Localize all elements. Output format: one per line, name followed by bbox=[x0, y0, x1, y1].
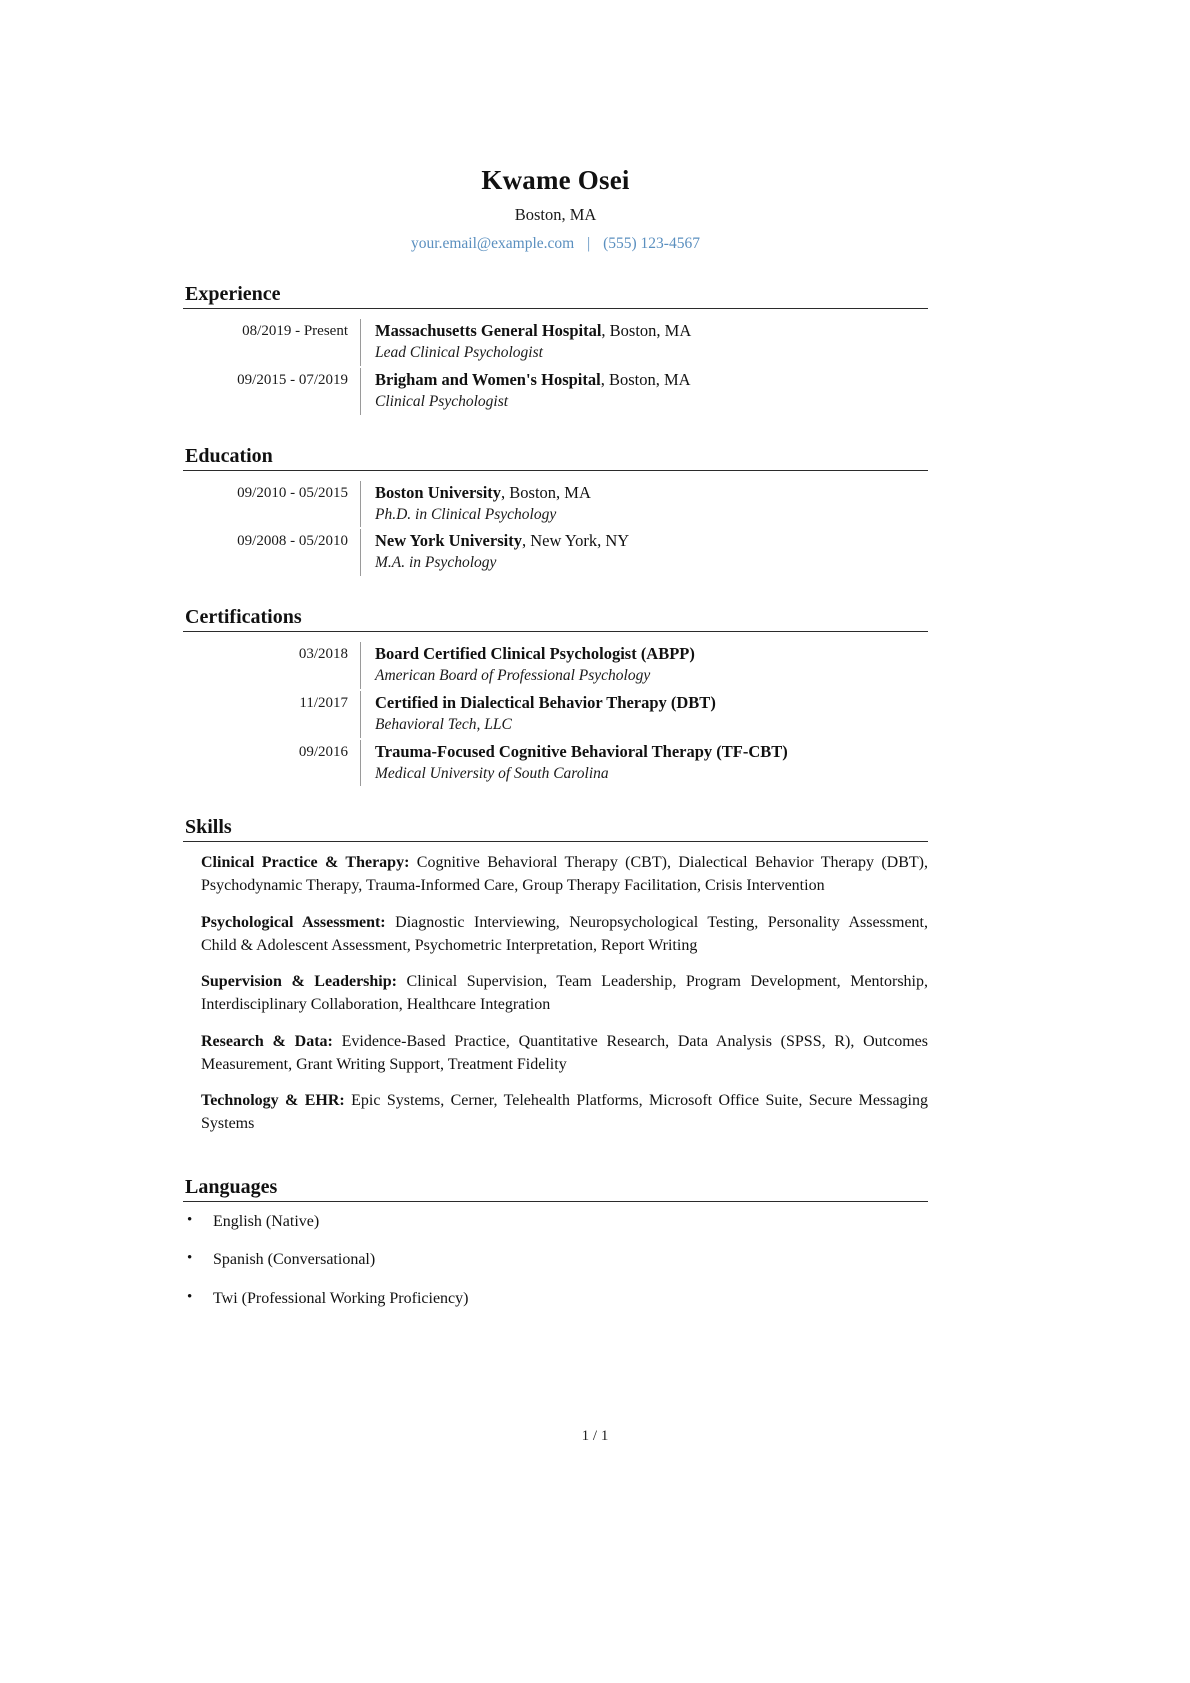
entry-divider bbox=[360, 529, 361, 576]
skill-items: Cognitive Behavioral Therapy (CBT), Dialectical Behavior Therapy (DBT), Psychodynamic Therapy, Trauma-Informed Care, Group Therapy Facilitation, Crisis Intervention bbox=[201, 854, 929, 895]
entry-role: American Board of Professional Psychology bbox=[375, 667, 651, 685]
entry-date: 09/2008 - 05/2010 bbox=[237, 533, 348, 550]
skill-items: Evidence-Based Practice, Quantitative Research, Data Analysis (SPSS, R), Outcomes Measurement, Grant Writing Support, Treatment Fidelity bbox=[201, 1032, 928, 1073]
skill-group bbox=[183, 1031, 928, 1076]
entry-title bbox=[375, 740, 928, 763]
entry-organization: Boston University bbox=[375, 482, 502, 502]
email-link[interactable]: your.email@example.com bbox=[411, 235, 575, 252]
section-title-languages: Languages bbox=[185, 1175, 278, 1198]
skill-group bbox=[183, 971, 928, 1016]
section-title-certifications: Certifications bbox=[185, 606, 302, 629]
entry-divider bbox=[360, 642, 361, 689]
skill-category: Clinical Practice & Therapy: bbox=[201, 854, 410, 872]
experience-entries bbox=[183, 319, 928, 415]
entry-organization: Certified in Dialectical Behavior Therapy (DBT) bbox=[375, 692, 716, 712]
entry-organization: Trauma-Focused Cognitive Behavioral Therapy (TF-CBT) bbox=[375, 741, 788, 761]
page-footer bbox=[0, 1428, 1190, 1445]
resume-header bbox=[183, 165, 928, 253]
phone-link[interactable]: (555) 123-4567 bbox=[603, 235, 700, 252]
entry-title bbox=[375, 642, 928, 665]
entry-organization-location: , Boston, MA bbox=[501, 482, 591, 502]
candidate-name: Kwame Osei bbox=[481, 165, 630, 195]
entry-role: Lead Clinical Psychologist bbox=[375, 344, 543, 362]
entry-role: Medical University of South Carolina bbox=[375, 764, 609, 782]
education-entry bbox=[183, 529, 928, 576]
entry-date: 03/2018 bbox=[298, 646, 348, 663]
section-skills bbox=[183, 816, 928, 1135]
entry-date: 11/2017 bbox=[299, 694, 348, 711]
skill-category: Supervision & Leadership: bbox=[201, 973, 397, 991]
section-languages bbox=[183, 1176, 928, 1310]
section-divider bbox=[183, 841, 928, 842]
skill-category: Psychological Assessment: bbox=[201, 913, 386, 931]
entry-role: Ph.D. in Clinical Psychology bbox=[375, 505, 557, 523]
list-item: • Spanish (Conversational) bbox=[183, 1250, 928, 1271]
education-entry bbox=[183, 481, 928, 528]
entry-divider bbox=[360, 481, 361, 528]
entry-title bbox=[375, 368, 928, 391]
section-divider bbox=[183, 308, 928, 309]
entry-organization: New York University bbox=[375, 531, 522, 551]
entry-body bbox=[375, 529, 928, 576]
skill-items: Epic Systems, Cerner, Telehealth Platforms, Microsoft Office Suite, Secure Messaging Systems bbox=[201, 1092, 928, 1132]
experience-entry bbox=[183, 368, 928, 415]
entry-organization: Board Certified Clinical Psychologist (ABPP) bbox=[375, 644, 695, 664]
skill-items: Clinical Supervision, Team Leadership, Program Development, Mentorship, Interdisciplinary Collaboration, Healthcare Integration bbox=[201, 973, 928, 1014]
resume-content bbox=[183, 165, 928, 1328]
skill-group bbox=[183, 912, 928, 957]
section-experience bbox=[183, 283, 928, 415]
skill-category: Research & Data: bbox=[201, 1032, 333, 1050]
entry-role: M.A. in Psychology bbox=[375, 554, 497, 572]
section-education bbox=[183, 445, 928, 577]
skill-group bbox=[183, 852, 928, 897]
entry-title bbox=[375, 529, 928, 552]
entry-divider bbox=[360, 691, 361, 738]
list-item: • English (Native) bbox=[183, 1212, 928, 1233]
entry-divider bbox=[360, 740, 361, 787]
section-divider bbox=[183, 470, 928, 471]
section-title-education: Education bbox=[185, 444, 273, 467]
entry-divider bbox=[360, 368, 361, 415]
entry-date: 09/2010 - 05/2015 bbox=[237, 484, 348, 501]
section-certifications bbox=[183, 606, 928, 786]
entry-body bbox=[375, 642, 928, 689]
entry-title bbox=[375, 691, 928, 714]
certification-entries bbox=[183, 642, 928, 786]
entry-organization-location: , New York, NY bbox=[521, 531, 630, 551]
entry-date: 09/2015 - 07/2019 bbox=[237, 371, 348, 388]
entry-body bbox=[375, 691, 928, 738]
certification-entry bbox=[183, 740, 928, 787]
entry-date: 08/2019 - Present bbox=[242, 323, 348, 339]
entry-organization: Brigham and Women's Hospital bbox=[375, 369, 601, 389]
entry-body bbox=[375, 319, 928, 366]
section-divider bbox=[183, 631, 928, 632]
entry-role: Behavioral Tech, LLC bbox=[375, 716, 512, 733]
entry-body bbox=[375, 481, 928, 528]
skill-items: Diagnostic Interviewing, Neuropsychological Testing, Personality Assessment, Child & Adolescent Assessment, Psychometric Interpretation, Report Writing bbox=[201, 913, 928, 954]
entry-organization-location: , Boston, MA bbox=[600, 369, 691, 389]
entry-title bbox=[375, 319, 928, 342]
candidate-location: Boston, MA bbox=[514, 205, 597, 224]
entry-body bbox=[375, 740, 928, 787]
entry-date: 09/2016 bbox=[298, 743, 348, 760]
entry-role: Clinical Psychologist bbox=[375, 392, 509, 410]
skill-category: Technology & EHR: bbox=[201, 1092, 345, 1110]
language-list bbox=[183, 1212, 928, 1310]
entry-organization: Massachusetts General Hospital bbox=[375, 321, 602, 340]
entry-organization-location: , Boston, MA bbox=[601, 321, 692, 340]
entry-title bbox=[375, 481, 928, 504]
entry-body bbox=[375, 368, 928, 415]
experience-entry bbox=[183, 319, 928, 366]
section-title-skills: Skills bbox=[185, 816, 232, 839]
section-title-experience: Experience bbox=[185, 283, 281, 305]
certification-entry bbox=[183, 691, 928, 738]
education-entries bbox=[183, 481, 928, 577]
skill-group bbox=[183, 1090, 928, 1135]
entry-divider bbox=[360, 319, 361, 366]
contact-line bbox=[183, 235, 928, 253]
certification-entry bbox=[183, 642, 928, 689]
section-divider bbox=[183, 1201, 928, 1202]
list-item: • Twi (Professional Working Proficiency) bbox=[183, 1289, 928, 1310]
contact-separator: | bbox=[587, 235, 591, 252]
page-indicator: 1 / 1 bbox=[581, 1428, 609, 1444]
